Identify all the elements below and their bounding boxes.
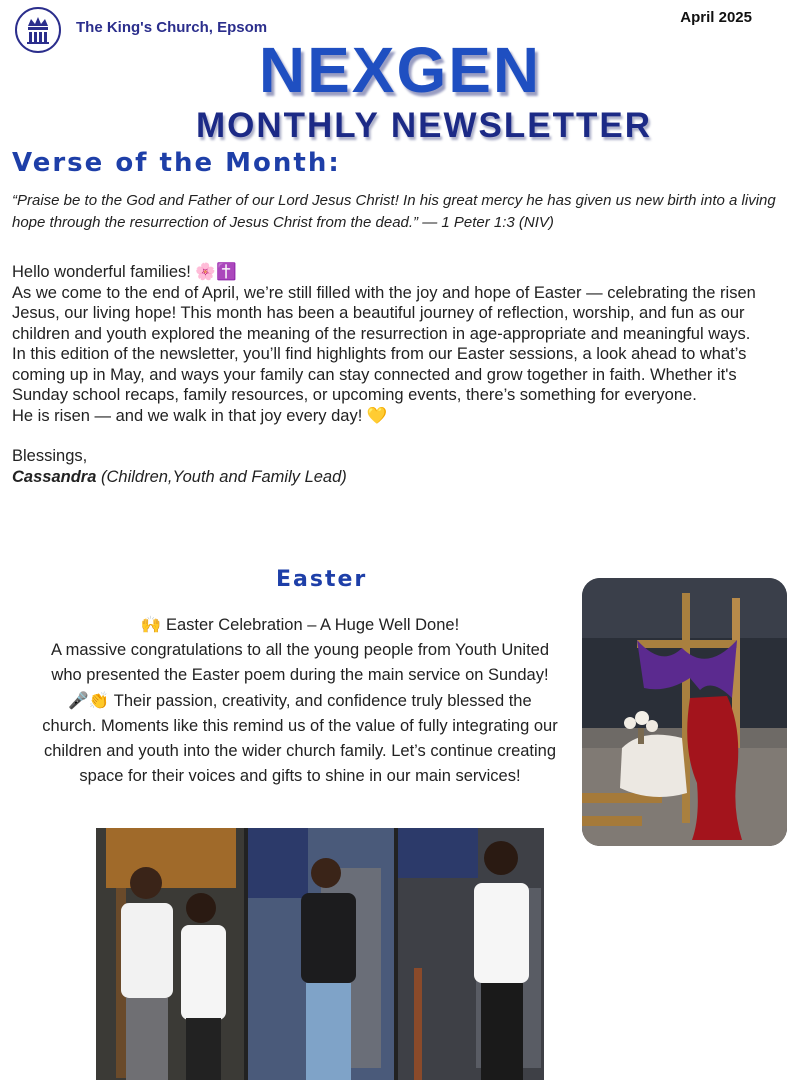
- greeting-line: [12, 262, 792, 283]
- greeting-text: Hello wonderful families!: [12, 263, 191, 281]
- easter-heading: Easter: [276, 567, 368, 592]
- easter-text-a: A massive congratulations to all the young people from Youth United who presented the Easter poem during the main service on Sunday!: [50, 641, 550, 684]
- easter-text: [40, 612, 560, 789]
- risen-text: He is risen — and we walk in that joy every day!: [12, 406, 363, 425]
- church-name: The King's Church, Epsom: [76, 19, 268, 36]
- letter-paragraph-1: As we come to the end of April, we’re still filled with the joy and hope of Easter — celebrating the risen Jesus, our living hope! This month has been a beautiful journey of reflection, worship, and fun as our children and youth explored the meaning of the resurrection in age-appropriate and meaningful ways.: [12, 283, 756, 343]
- newsletter-title: NEXGEN: [258, 34, 542, 106]
- signoff: Blessings,: [12, 447, 88, 465]
- newsletter-subtitle: MONTHLY NEWSLETTER: [195, 106, 653, 145]
- yellow-heart-emoji: 💛: [366, 405, 388, 425]
- verse-heading: Verse of the Month:: [12, 148, 341, 178]
- flower-cross-emoji: 🌸✝️: [195, 262, 237, 281]
- easter-celebration-title: Easter Celebration – A Huge Well Done!: [165, 616, 460, 634]
- youth-presenting-photos: [96, 828, 544, 1080]
- letter-paragraph-2: In this edition of the newsletter, you’ll find highlights from our Easter sessions, a look ahead to what’s coming up in May, and ways your family can stay connected and grow together in faith. Whether it's Sunday school recaps, family resources, or upcoming events, there’s something for everyone.: [12, 345, 747, 404]
- author-line: [12, 467, 792, 488]
- microphone-clap-emoji: 🎤👏: [68, 691, 110, 710]
- author-role: (Children,Youth and Family Lead): [100, 467, 347, 486]
- issue-date: April 2025: [680, 9, 752, 26]
- verse-text: “Praise be to the God and Father of our Lord Jesus Christ! In his great mercy he has given us new birth into a living hope through the resurrection of Jesus Christ from the dead.” — 1 Peter 1:3 (NIV): [12, 192, 776, 231]
- easter-cross-photo: [582, 578, 787, 846]
- easter-text-b: Their passion, creativity, and confidence truly blessed the church. Moments like this remind us of the value of fully integrating our children and youth into the wider church family. Let’s continue creating space for their voices and gifts to shine in our main services!: [42, 692, 558, 785]
- author-name: Cassandra: [12, 467, 97, 486]
- letter-body: [12, 262, 792, 487]
- raised-hands-emoji: 🙌: [140, 615, 162, 634]
- letter-paragraph-3: [12, 406, 792, 427]
